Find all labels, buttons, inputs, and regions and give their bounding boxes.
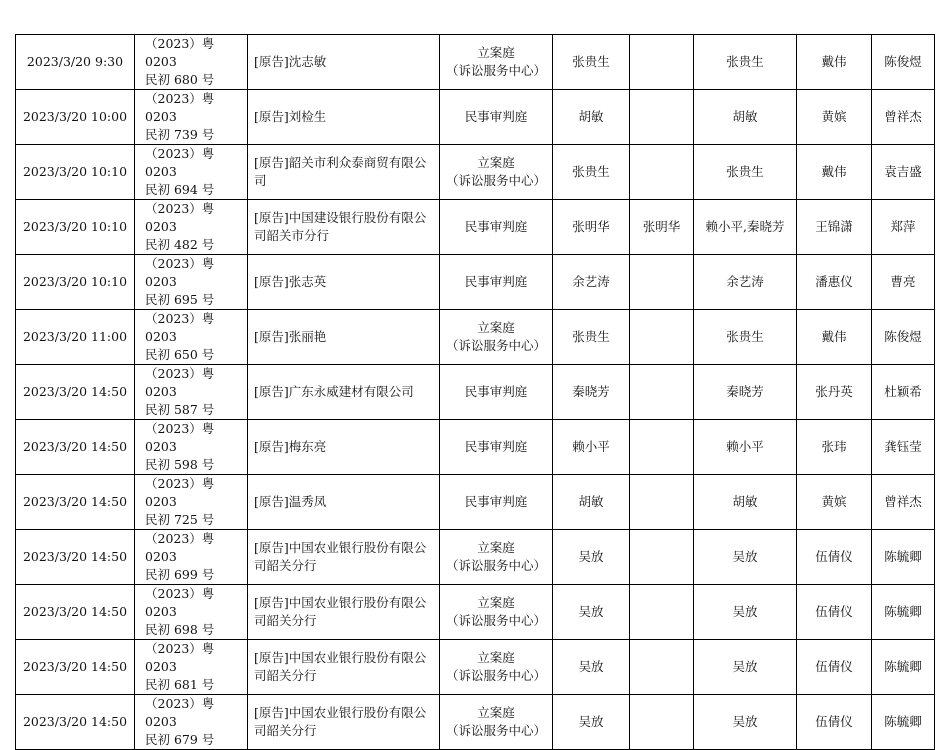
- court-cell: [440, 530, 553, 585]
- clerk-name: 郑萍: [890, 219, 916, 234]
- assistant-cell: [797, 90, 872, 145]
- judge-a-cell: [553, 90, 630, 145]
- party-name: [原告]温秀凤: [254, 494, 327, 509]
- judge-a-cell: [553, 695, 630, 750]
- judge-a-cell: [553, 365, 630, 420]
- case-number-line1: （2023）粤 0203: [145, 91, 215, 124]
- party-name: [原告]刘检生: [254, 109, 327, 124]
- party-name: [原告]中国建设银行股份有限公司韶关市分行: [254, 210, 427, 243]
- party-cell: [248, 145, 440, 200]
- judge-a-cell: [553, 35, 630, 90]
- hearing-time: 2023/3/20 14:50: [22, 494, 128, 509]
- judge-a-cell: [553, 585, 630, 640]
- case-number-cell: [135, 255, 248, 310]
- panel-members: 张贵生: [726, 329, 764, 344]
- case-number-line1: （2023）粤 0203: [145, 256, 215, 289]
- clerk-name: 杜颖希: [884, 384, 922, 399]
- hearing-time-cell: [16, 310, 135, 365]
- judge-b-cell: [630, 200, 694, 255]
- judge-a-cell: [553, 200, 630, 255]
- judge-a-cell: [553, 310, 630, 365]
- court-cell: [440, 640, 553, 695]
- hearing-time-cell: [16, 145, 135, 200]
- party-cell: [248, 365, 440, 420]
- case-number-line2: 民初 679 号: [145, 732, 215, 747]
- judge-a-cell: [553, 640, 630, 695]
- table-row: [16, 585, 935, 640]
- hearing-schedule-body: [16, 35, 935, 750]
- court-name-line2: （诉讼服务中心）: [445, 613, 546, 628]
- table-row: [16, 255, 935, 310]
- case-number-cell: [135, 420, 248, 475]
- clerk-name: 曹亮: [890, 274, 916, 289]
- presiding-judge: 胡敏: [578, 109, 604, 124]
- clerk-name: 陈俊煜: [884, 329, 922, 344]
- court-name-line1: 民事审判庭: [464, 384, 528, 399]
- party-cell: [248, 585, 440, 640]
- case-number-cell: [135, 530, 248, 585]
- case-number-line2: 民初 587 号: [145, 402, 215, 417]
- party-cell: [248, 200, 440, 255]
- table-row: [16, 695, 935, 750]
- party-cell: [248, 90, 440, 145]
- presiding-judge: 吴放: [578, 604, 604, 619]
- party-name: [原告]梅东亮: [254, 439, 327, 454]
- panel-members: 张贵生: [726, 164, 764, 179]
- clerk-name: 陈毓卿: [884, 659, 922, 674]
- panel-cell: [694, 310, 797, 365]
- court-name-line1: 民事审判庭: [464, 494, 528, 509]
- assistant-cell: [797, 475, 872, 530]
- judge-assistant: 伍倩仪: [815, 549, 853, 564]
- case-number-line1: （2023）粤 0203: [145, 641, 215, 674]
- court-cell: [440, 420, 553, 475]
- case-number-line2: 民初 699 号: [145, 567, 215, 582]
- presiding-judge: 张贵生: [572, 329, 610, 344]
- panel-members: 吴放: [732, 714, 758, 729]
- hearing-time-cell: [16, 640, 135, 695]
- clerk-cell: [872, 475, 935, 530]
- clerk-cell: [872, 255, 935, 310]
- hearing-time: 2023/3/20 14:50: [22, 439, 128, 454]
- case-number-line1: （2023）粤 0203: [145, 421, 215, 454]
- panel-cell: [694, 475, 797, 530]
- judge-b-cell: [630, 90, 694, 145]
- case-number-cell: [135, 365, 248, 420]
- court-name-line1: 立案庭: [477, 155, 515, 170]
- judge-assistant: 伍倩仪: [815, 659, 853, 674]
- court-cell: [440, 365, 553, 420]
- court-name-line1: 民事审判庭: [464, 439, 528, 454]
- court-name-line2: （诉讼服务中心）: [445, 723, 546, 738]
- party-cell: [248, 640, 440, 695]
- clerk-cell: [872, 530, 935, 585]
- judge-b-cell: [630, 35, 694, 90]
- court-name-line1: 立案庭: [477, 320, 515, 335]
- hearing-time-cell: [16, 255, 135, 310]
- party-name: [原告]张丽艳: [254, 329, 327, 344]
- hearing-time: 2023/3/20 14:50: [22, 659, 128, 674]
- clerk-name: 陈毓卿: [884, 604, 922, 619]
- court-cell: [440, 255, 553, 310]
- assistant-cell: [797, 420, 872, 475]
- clerk-cell: [872, 365, 935, 420]
- judge-b-cell: [630, 475, 694, 530]
- assistant-cell: [797, 695, 872, 750]
- panel-members: 吴放: [732, 604, 758, 619]
- table-row: [16, 145, 935, 200]
- clerk-name: 陈毓卿: [884, 549, 922, 564]
- court-name-line1: 民事审判庭: [464, 274, 528, 289]
- case-number-line1: （2023）粤 0203: [145, 146, 215, 179]
- clerk-cell: [872, 90, 935, 145]
- party-name: [原告]中国农业银行股份有限公司韶关分行: [254, 650, 427, 683]
- panel-members: 余艺涛: [726, 274, 764, 289]
- case-number-line2: 民初 739 号: [145, 127, 215, 142]
- case-number-line1: （2023）粤 0203: [145, 476, 215, 509]
- panel-members: 吴放: [732, 549, 758, 564]
- hearing-time: 2023/3/20 10:10: [22, 219, 128, 234]
- judge-b-cell: [630, 310, 694, 365]
- court-name-line1: 民事审判庭: [464, 219, 528, 234]
- court-name-line1: 立案庭: [477, 705, 515, 720]
- court-name-line2: （诉讼服务中心）: [445, 63, 546, 78]
- case-number-line2: 民初 694 号: [145, 182, 215, 197]
- party-cell: [248, 530, 440, 585]
- case-number-line1: （2023）粤 0203: [145, 586, 215, 619]
- table-row: [16, 310, 935, 365]
- court-name-line1: 立案庭: [477, 45, 515, 60]
- table-row: [16, 530, 935, 585]
- presiding-judge: 吴放: [578, 714, 604, 729]
- panel-members: 赖小平: [726, 439, 764, 454]
- case-number-cell: [135, 585, 248, 640]
- court-cell: [440, 90, 553, 145]
- judge-assistant: 戴伟: [821, 54, 847, 69]
- case-number-line2: 民初 598 号: [145, 457, 215, 472]
- court-cell: [440, 695, 553, 750]
- judge-a-cell: [553, 530, 630, 585]
- court-name-line1: 立案庭: [477, 650, 515, 665]
- assistant-cell: [797, 530, 872, 585]
- party-name: [原告]中国农业银行股份有限公司韶关分行: [254, 595, 427, 628]
- judge-assistant: 黄嫔: [821, 494, 847, 509]
- clerk-cell: [872, 585, 935, 640]
- judge-b-cell: [630, 255, 694, 310]
- panel-cell: [694, 35, 797, 90]
- party-name: [原告]广东永威建材有限公司: [254, 384, 414, 399]
- hearing-time: 2023/3/20 14:50: [22, 549, 128, 564]
- panel-cell: [694, 90, 797, 145]
- panel-cell: [694, 420, 797, 475]
- table-row: [16, 200, 935, 255]
- presiding-judge: 赖小平: [572, 439, 610, 454]
- clerk-cell: [872, 200, 935, 255]
- assistant-cell: [797, 145, 872, 200]
- party-name: [原告]韶关市利众泰商贸有限公司: [254, 155, 427, 188]
- judge-assistant: 伍倩仪: [815, 604, 853, 619]
- judge-a-cell: [553, 420, 630, 475]
- court-name-line1: 立案庭: [477, 595, 515, 610]
- clerk-name: 陈毓卿: [884, 714, 922, 729]
- panel-cell: [694, 255, 797, 310]
- presiding-judge: 吴放: [578, 659, 604, 674]
- clerk-name: 曾祥杰: [884, 494, 922, 509]
- hearing-time-cell: [16, 475, 135, 530]
- court-cell: [440, 200, 553, 255]
- case-number-line2: 民初 482 号: [145, 237, 215, 252]
- judge-b-cell: [630, 640, 694, 695]
- clerk-name: 龚钰莹: [884, 439, 922, 454]
- case-number-cell: [135, 90, 248, 145]
- judge-a-cell: [553, 475, 630, 530]
- judge-b-cell: [630, 420, 694, 475]
- court-name-line2: （诉讼服务中心）: [445, 668, 546, 683]
- assistant-cell: [797, 200, 872, 255]
- hearing-time: 2023/3/20 10:00: [22, 109, 128, 124]
- presiding-judge: 吴放: [578, 549, 604, 564]
- hearing-time: 2023/3/20 10:10: [22, 274, 128, 289]
- judge-b: 张明华: [642, 219, 681, 234]
- case-number-cell: [135, 475, 248, 530]
- court-cell: [440, 35, 553, 90]
- party-cell: [248, 420, 440, 475]
- court-name-line1: 民事审判庭: [464, 109, 528, 124]
- hearing-time: 2023/3/20 14:50: [22, 604, 128, 619]
- hearing-time-cell: [16, 35, 135, 90]
- case-number-line2: 民初 681 号: [145, 677, 215, 692]
- case-number-line1: （2023）粤 0203: [145, 366, 215, 399]
- hearing-schedule-table: [15, 34, 935, 750]
- court-cell: [440, 310, 553, 365]
- panel-members: 吴放: [732, 659, 758, 674]
- judge-assistant: 王锦潇: [815, 219, 853, 234]
- clerk-cell: [872, 310, 935, 365]
- judge-assistant: 张丹英: [815, 384, 853, 399]
- case-number-line1: （2023）粤 0203: [145, 696, 215, 729]
- judge-b-cell: [630, 365, 694, 420]
- panel-cell: [694, 200, 797, 255]
- assistant-cell: [797, 365, 872, 420]
- panel-members: 张贵生: [726, 54, 764, 69]
- hearing-time-cell: [16, 200, 135, 255]
- hearing-time-cell: [16, 365, 135, 420]
- table-row: [16, 640, 935, 695]
- assistant-cell: [797, 255, 872, 310]
- hearing-time: 2023/3/20 14:50: [22, 714, 128, 729]
- presiding-judge: 张贵生: [572, 164, 610, 179]
- judge-assistant: 戴伟: [821, 329, 847, 344]
- panel-members: 赖小平,秦晓芳: [705, 219, 785, 234]
- judge-assistant: 潘惠仪: [815, 274, 853, 289]
- hearing-time: 2023/3/20 10:10: [22, 164, 128, 179]
- panel-members: 胡敏: [732, 109, 758, 124]
- table-row: [16, 365, 935, 420]
- clerk-cell: [872, 640, 935, 695]
- panel-cell: [694, 365, 797, 420]
- hearing-time-cell: [16, 420, 135, 475]
- clerk-cell: [872, 35, 935, 90]
- case-number-line2: 民初 650 号: [145, 347, 215, 362]
- assistant-cell: [797, 310, 872, 365]
- judge-b-cell: [630, 695, 694, 750]
- case-number-line2: 民初 698 号: [145, 622, 215, 637]
- hearing-time-cell: [16, 90, 135, 145]
- clerk-name: 袁吉盛: [884, 164, 922, 179]
- case-number-line2: 民初 695 号: [145, 292, 215, 307]
- clerk-name: 曾祥杰: [884, 109, 922, 124]
- case-number-line1: （2023）粤 0203: [145, 311, 215, 344]
- party-cell: [248, 695, 440, 750]
- hearing-time: 2023/3/20 9:30: [26, 54, 124, 69]
- presiding-judge: 张明华: [572, 219, 610, 234]
- judge-assistant: 戴伟: [821, 164, 847, 179]
- case-number-line2: 民初 725 号: [145, 512, 215, 527]
- panel-cell: [694, 640, 797, 695]
- hearing-time-cell: [16, 695, 135, 750]
- court-name-line2: （诉讼服务中心）: [445, 558, 546, 573]
- hearing-time-cell: [16, 530, 135, 585]
- clerk-cell: [872, 695, 935, 750]
- table-row: [16, 420, 935, 475]
- party-name: [原告]中国农业银行股份有限公司韶关分行: [254, 705, 427, 738]
- court-name-line2: （诉讼服务中心）: [445, 173, 546, 188]
- table-row: [16, 35, 935, 90]
- case-number-cell: [135, 145, 248, 200]
- clerk-cell: [872, 420, 935, 475]
- assistant-cell: [797, 640, 872, 695]
- presiding-judge: 秦晓芳: [572, 384, 610, 399]
- case-number-cell: [135, 200, 248, 255]
- party-cell: [248, 255, 440, 310]
- court-cell: [440, 145, 553, 200]
- presiding-judge: 胡敏: [578, 494, 604, 509]
- table-row: [16, 90, 935, 145]
- presiding-judge: 余艺涛: [572, 274, 610, 289]
- party-cell: [248, 35, 440, 90]
- court-cell: [440, 585, 553, 640]
- party-cell: [248, 475, 440, 530]
- judge-assistant: 黄嫔: [821, 109, 847, 124]
- presiding-judge: 张贵生: [572, 54, 610, 69]
- panel-members: 胡敏: [732, 494, 758, 509]
- case-number-cell: [135, 695, 248, 750]
- court-cell: [440, 475, 553, 530]
- party-cell: [248, 310, 440, 365]
- court-name-line2: （诉讼服务中心）: [445, 338, 546, 353]
- panel-cell: [694, 695, 797, 750]
- panel-members: 秦晓芳: [726, 384, 764, 399]
- case-number-line2: 民初 680 号: [145, 72, 215, 87]
- hearing-time: 2023/3/20 14:50: [22, 384, 128, 399]
- party-name: [原告]张志英: [254, 274, 327, 289]
- assistant-cell: [797, 585, 872, 640]
- panel-cell: [694, 145, 797, 200]
- table-row: [16, 475, 935, 530]
- court-name-line1: 立案庭: [477, 540, 515, 555]
- hearing-time: 2023/3/20 11:00: [22, 329, 128, 344]
- case-number-line1: （2023）粤 0203: [145, 531, 215, 564]
- judge-b-cell: [630, 530, 694, 585]
- case-number-cell: [135, 35, 248, 90]
- clerk-cell: [872, 145, 935, 200]
- case-number-cell: [135, 640, 248, 695]
- judge-assistant: 张玮: [821, 439, 847, 454]
- party-name: [原告]中国农业银行股份有限公司韶关分行: [254, 540, 427, 573]
- hearing-time-cell: [16, 585, 135, 640]
- judge-b-cell: [630, 145, 694, 200]
- party-name: [原告]沈志敏: [254, 54, 327, 69]
- case-number-cell: [135, 310, 248, 365]
- judge-assistant: 伍倩仪: [815, 714, 853, 729]
- case-number-line1: （2023）粤 0203: [145, 36, 215, 69]
- judge-a-cell: [553, 145, 630, 200]
- assistant-cell: [797, 35, 872, 90]
- case-number-line1: （2023）粤 0203: [145, 201, 215, 234]
- panel-cell: [694, 585, 797, 640]
- clerk-name: 陈俊煜: [884, 54, 922, 69]
- judge-a-cell: [553, 255, 630, 310]
- panel-cell: [694, 530, 797, 585]
- judge-b-cell: [630, 585, 694, 640]
